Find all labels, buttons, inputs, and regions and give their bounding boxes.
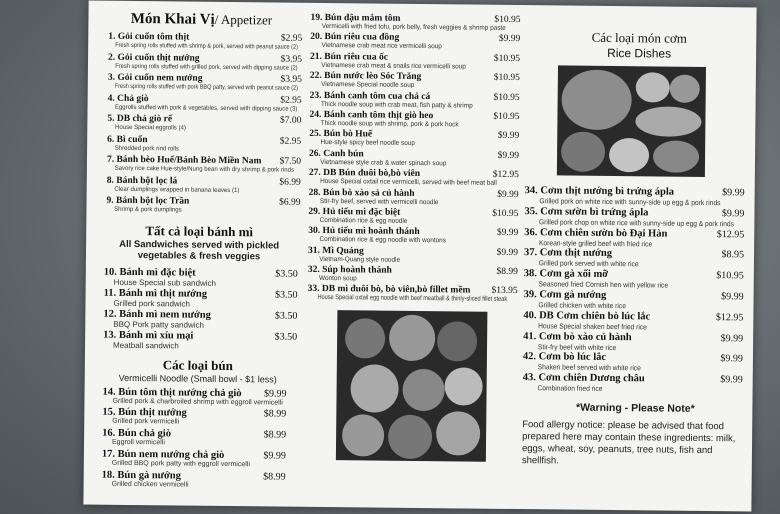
allergy-notice: Food allergy notice: please be advised that food prepared here may contain these ingredients: milk, eggs, wheat, soy, peanuts, tree nuts, fish and shellfish.	[521, 419, 736, 467]
menu-item	[524, 227, 750, 250]
menu-item	[102, 407, 302, 430]
menu-item-description: Vietnamese crab meat & snails rice vermicelli soup	[321, 61, 466, 71]
menu-item-name: 17. Bún nem nướng chả giò	[101, 448, 225, 461]
menu-item	[102, 449, 302, 472]
menu-item-description: Fresh spring rolls stuffed with pork BBQ patty, served with peanut sauce (2)	[114, 82, 298, 92]
menu-item-price: $2.95	[280, 95, 302, 106]
menu-item	[95, 175, 305, 198]
menu-item-name: 29. Hủ tiếu mì đặc biệt	[308, 206, 401, 218]
menu-item-price: $9.99	[721, 291, 744, 303]
menu-item-name: 19. Bún đậu mắm tôm	[310, 12, 401, 24]
menu-item-description: Clear dumplings wrapped in banana leaves (1)	[114, 185, 240, 194]
menu-item-name: 10. Bánh mì đặc biệt	[103, 266, 196, 279]
menu-item-description: Fresh spring rolls stuffed with grilled pork, served with dipping sauce (2)	[115, 62, 298, 72]
menu-item-description: Grilled pork on white rice with sunny-side up egg & pork rinds	[539, 196, 721, 208]
menu-item-description: Vermicelli with fried tofu, pork belly, fresh veggies & shrimp paste	[321, 22, 506, 32]
menu-item	[308, 226, 520, 248]
menu-item	[523, 310, 749, 333]
menu-item-price: $9.99	[496, 228, 519, 239]
menu-item-price: $3.50	[274, 309, 298, 322]
menu-item-description: Vietnamese style crab & water spinach soup	[320, 158, 447, 168]
menu-item	[525, 185, 751, 208]
menu-item-price: $3.50	[275, 267, 298, 280]
rice-list	[523, 185, 751, 395]
menu-item-name: 20. Bún riêu cua đồng	[310, 32, 400, 44]
banhmi-title: Tất cả loại bánh mì	[145, 222, 254, 239]
menu-item	[309, 149, 521, 171]
menu-item-price: $10.95	[493, 72, 520, 84]
menu-item	[96, 32, 306, 55]
menu-item-description: Savory rice cake Hue-style/Nung bean with dry shrimp & pork rinds	[114, 164, 295, 174]
menu-item-name: 43. Cơm chiên Dương châu	[522, 372, 645, 385]
bun-list	[92, 386, 303, 492]
menu-item-name: 39. Cơm gà nướng	[523, 289, 607, 301]
menu-item-name: 41. Cơm bò xào củ hành	[523, 330, 632, 343]
menu-item-name: 7. Bánh bèo Huế/Bánh Bèo Miền Nam	[106, 154, 262, 167]
menu-item-name: 31. Mì Quảng	[307, 245, 364, 257]
menu-item-price: $12.95	[716, 228, 745, 240]
menu-item-description: Shrimp & pork dumplings	[114, 205, 182, 214]
menu-item-price: $10.95	[493, 111, 520, 122]
menu-item	[524, 268, 750, 291]
menu-item-price: $2.95	[280, 33, 303, 44]
menu-item-description: Combination fried rice	[537, 383, 603, 394]
menu-item-name: 12. Bánh mì nem nướng	[103, 308, 211, 321]
menu-item-price: $9.99	[498, 34, 521, 45]
menu-item-description: Combination rice & egg noodle	[319, 216, 408, 225]
appetizer-title: Món Khai Vị	[130, 10, 215, 28]
menu-item-name: 3. Gỏi cuốn nem nướng	[107, 72, 203, 84]
soup-list	[307, 13, 522, 306]
menu-item	[523, 289, 749, 312]
menu-item	[309, 129, 521, 151]
menu-item	[307, 284, 519, 306]
menu-item-price: $9.99	[722, 187, 745, 199]
menu-item-name: 22. Bún nước lèo Sóc Trăng	[309, 71, 422, 83]
menu-item-description: Seasoned fried Cornish hen with yellow rice	[538, 279, 669, 290]
menu-item-name: 1. Gỏi cuốn tôm thịt	[108, 31, 190, 43]
menu-item-description: House Special eggrolls (4)	[114, 123, 186, 132]
menu-item-description: Grilled BBQ pork patty with eggroll vermicelli	[111, 459, 250, 469]
menu-item-price: $6.99	[279, 197, 301, 208]
banhmi-subtitle: All Sandwiches served with pickled vegetables & fresh veggies	[119, 238, 280, 262]
menu-item-name: 9. Bánh bột lọc Trần	[106, 195, 190, 207]
menu-item-name: 8. Bánh bột lọc lá	[106, 175, 178, 186]
menu-item-description: House Special sub sandwich	[113, 277, 217, 288]
menu-item-description: Grilled pork vermicelli	[112, 418, 180, 426]
menu-item	[524, 206, 750, 229]
menu-item	[103, 287, 303, 310]
menu-item	[102, 469, 302, 492]
menu-item	[102, 428, 302, 451]
menu-item-description: Korean-style grilled beef with fried rice	[538, 237, 653, 249]
menu-item	[310, 71, 522, 93]
menu-item-name: 36. Cơm chiên sườn bò Đại Hàn	[524, 226, 668, 240]
menu-item-description: Fresh spring rolls stuffed with shrimp & pork, served with peanut sauce (2)	[115, 41, 299, 51]
menu-item-name: 27. DB Bún đuôi bò,bò viên	[308, 167, 421, 180]
menu-sheet	[83, 1, 756, 512]
menu-item-description: Stir-fry beef with white rice	[537, 341, 617, 352]
menu-item-description: Meatball sandwich	[113, 340, 179, 350]
menu-item-name: 4. Chả giò	[107, 93, 149, 104]
appetizer-title-en: / Appetizer	[214, 11, 273, 28]
menu-item	[103, 329, 303, 352]
menu-item-description: Wonton soup	[319, 275, 357, 283]
menu-item-description: Grilled pork served with white rice	[538, 258, 639, 269]
menu-item-price: $8.99	[263, 429, 287, 441]
menu-item	[523, 372, 749, 395]
menu-item	[523, 331, 749, 354]
menu-item-price: $9.99	[497, 189, 519, 200]
menu-item-name: 26. Canh bún	[309, 148, 364, 160]
menu-item-description: House Special oxtail rice vermicelli, served with beef meat ball	[320, 178, 497, 187]
menu-item-price: $12.95	[492, 169, 519, 181]
menu-item-name: 14. Bún tôm thịt nướng chả giò	[102, 386, 242, 399]
menu-item	[309, 110, 521, 132]
column-left	[92, 1, 307, 493]
menu-item	[523, 351, 749, 374]
menu-item-price: $10.95	[493, 53, 521, 64]
menu-item-price: $3.50	[275, 288, 298, 301]
menu-item	[94, 196, 304, 219]
menu-item-price: $10.95	[716, 270, 744, 282]
menu-item-name: 40. DB Cơm chiên bò lúc lắc	[523, 309, 651, 323]
menu-item-name: 38. Cơm gà xối mỡ	[523, 268, 609, 281]
bun-subtitle: Vermicelli Noodle (Small bowl - $1 less)	[118, 372, 277, 385]
column-right	[522, 5, 753, 469]
menu-item-price: $9.99	[720, 332, 744, 344]
menu-item-price: $9.99	[263, 387, 287, 400]
menu-item	[308, 207, 520, 229]
menu-item-description: Vietnam-Quang style noodle	[319, 255, 401, 264]
menu-item-price: $8.99	[496, 266, 518, 278]
menu-item-description: Vietnamese crab meat rice vermicelli soup	[321, 42, 442, 51]
menu-item-name: 35. Cơm sườn bì trứng ápla	[524, 205, 649, 219]
menu-item-description: Shredded pork rind rolls	[114, 144, 180, 152]
menu-item-price: $10.95	[492, 208, 519, 219]
menu-item-name: 30. Hủ tiếu mì hoành thánh	[308, 226, 420, 238]
menu-item-description: Vietnamese Special noodle soup	[321, 81, 415, 90]
menu-item	[310, 90, 522, 112]
menu-item-description: Thick noodle soup with shrimp, pork & pork hock	[320, 119, 459, 129]
menu-item	[96, 73, 306, 96]
menu-item	[103, 308, 303, 331]
menu-item	[524, 247, 750, 270]
menu-item-price: $9.99	[720, 353, 743, 365]
menu-item	[96, 52, 306, 75]
menu-item-description: Eggrolls stuffed with pork & vegetables, served with dipping sauce (3)	[115, 103, 298, 113]
menu-item-name: 11. Bánh mì thịt nướng	[103, 287, 208, 300]
menu-item-description: Grilled chicken with white rice	[538, 300, 626, 311]
menu-item-price: $10.95	[494, 14, 521, 26]
menu-item-price: $12.95	[715, 311, 744, 324]
menu-item-name: 32. Súp hoành thánh	[307, 264, 392, 276]
rice-title: Các loại món cơm	[591, 29, 688, 46]
menu-item-name: 5. DB chả giò rế	[107, 113, 173, 125]
menu-item-name: 16. Bún chả giò	[102, 427, 172, 440]
rice-title-en: Rice Dishes	[607, 45, 672, 61]
menu-item	[310, 52, 522, 74]
menu-item-name: 13. Bánh mì xíu mại	[103, 329, 194, 342]
menu-item-price: $9.99	[721, 207, 745, 220]
banhmi-list	[93, 266, 304, 352]
menu-item-price: $7.50	[279, 156, 302, 167]
menu-item-price: $2.95	[279, 136, 302, 147]
menu-item-name: 21. Bún riêu cua ốc	[310, 51, 388, 63]
menu-item-name: 42. Cơm bò lúc lắc	[522, 351, 607, 364]
food-photo-collage	[336, 310, 488, 462]
menu-item-description: House Special shaken beef fried rice	[538, 321, 647, 332]
menu-item-description: Hue-style spicy beef noodle soup	[320, 139, 415, 148]
menu-item-price: $9.99	[497, 150, 520, 161]
menu-item-description: Thick noodle soup with crab meat, fish patty & shrimp	[320, 100, 473, 110]
menu-item-name: 2. Gỏi cuốn thịt nướng	[108, 52, 200, 64]
menu-item-description: Grilled pork sandwich	[113, 298, 191, 309]
menu-item	[309, 168, 521, 190]
menu-item	[95, 93, 305, 116]
menu-item-description: Eggroll vermicelli	[111, 438, 165, 447]
menu-item-description: Grilled pork chop on white rice with sunny-side up egg & pork rinds	[538, 217, 734, 229]
menu-item	[309, 187, 521, 209]
menu-item-price: $8.99	[263, 471, 286, 483]
menu-item-description: Grilled pork & charbroiled shrimp with eggroll vermicelli	[112, 397, 283, 407]
menu-item-price: $9.99	[720, 374, 743, 386]
menu-item-name: 37. Cơm thịt nướng	[523, 247, 613, 260]
menu-item-name: 34. Cơm thịt nướng bì trứng ápla	[524, 185, 675, 198]
menu-item-name: 23. Bánh canh tôm cua chả cá	[309, 90, 431, 102]
menu-item-name: 33. DB mì đuôi bò, bò viên,bò fillet mềm	[307, 284, 471, 296]
menu-item-name: 15. Bún thịt nướng	[102, 406, 187, 419]
menu-item-price: $9.99	[263, 450, 286, 462]
appetizer-list	[94, 32, 306, 219]
menu-item	[102, 386, 302, 409]
menu-item	[308, 246, 520, 268]
menu-item-price: $8.95	[721, 249, 745, 261]
menu-item-price: $7.00	[279, 115, 302, 126]
bun-title: Các loại bún	[162, 356, 233, 373]
menu-item-description: Grilled chicken vermicelli	[111, 480, 189, 489]
menu-item-price: $9.99	[496, 247, 519, 258]
menu-item-description: House Special oxtail egg noodle with beef meatball & thinly-sliced fillet steak	[317, 294, 508, 304]
menu-item-description: Combination rice & egg noodle with wontons	[319, 236, 447, 245]
menu-item-name: 6. Bì cuốn	[107, 134, 148, 145]
menu-item-price: $9.99	[497, 131, 520, 142]
menu-item-price: $3.95	[280, 54, 303, 65]
menu-item-price: $6.99	[279, 177, 301, 188]
menu-item	[95, 155, 305, 178]
menu-item-price: $13.95	[491, 286, 518, 297]
menu-item-name: 18. Bún gà nướng	[101, 469, 181, 482]
menu-item-price: $8.99	[263, 408, 287, 420]
menu-item-price: $3.95	[280, 74, 302, 85]
menu-item-name: 24. Bánh canh tôm thịt giò heo	[309, 109, 434, 122]
menu-item-price: $10.95	[493, 92, 520, 103]
appetizer-heading	[96, 11, 306, 30]
menu-item-name: 25. Bún bò Huế	[309, 129, 373, 140]
menu-item-name: 28. Bún bò xào sả củ hành	[308, 187, 415, 199]
menu-item	[95, 134, 305, 157]
menu-item	[104, 266, 304, 289]
menu-item	[310, 32, 522, 54]
menu-item	[95, 114, 305, 137]
column-middle	[306, 3, 523, 462]
warning-heading: *Warning - Please Note*	[576, 401, 695, 415]
menu-item-price: $3.50	[274, 330, 298, 343]
menu-item-description: Stir-fry beef, served with vermicelli noodle	[319, 197, 439, 206]
menu-item-description: BBQ Pork patty sandwich	[113, 319, 205, 330]
rice-photo-collage	[557, 65, 706, 177]
menu-item-description: Shaken beef served with white rice	[537, 362, 641, 373]
